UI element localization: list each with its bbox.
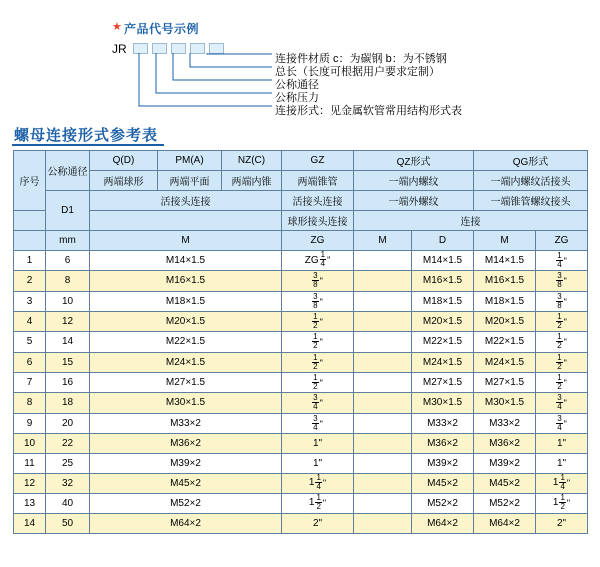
cell-qd: M14×1.5	[90, 251, 282, 271]
th-type-qz: 一端内螺纹	[354, 171, 474, 191]
cell-index: 7	[14, 372, 46, 392]
table-row	[14, 433, 588, 453]
th-group-qz: QZ形式	[354, 151, 474, 171]
cell-dn: 25	[46, 453, 90, 473]
table-row	[14, 372, 588, 392]
header-row-subconn	[14, 211, 588, 231]
cell-gz: 1 $\frac{1}{4}$ "	[282, 473, 354, 493]
cell-qd: M52×2	[90, 493, 282, 513]
th-unit-mm: mm	[46, 231, 90, 251]
cell-qg-m: M20×1.5	[474, 311, 536, 331]
nut-connection-table-wrapper	[13, 150, 587, 534]
header-row-types	[14, 171, 588, 191]
product-code-diagram	[0, 0, 600, 118]
star-icon: ★	[112, 21, 122, 33]
cell-dn: 50	[46, 513, 90, 533]
legend-nominal-diameter: 公称通径	[275, 79, 319, 91]
cell-qz-d: M14×1.5	[412, 251, 474, 271]
cell-gz: 1 $\frac{1}{2}$ "	[282, 493, 354, 513]
cell-qg-m: M14×1.5	[474, 251, 536, 271]
cell-qd: M64×2	[90, 513, 282, 533]
cell-gz: $\frac{1}{2}$ "	[282, 332, 354, 352]
cell-qd: M22×1.5	[90, 332, 282, 352]
th-spacer-left	[90, 211, 282, 231]
cell-qd: M39×2	[90, 453, 282, 473]
table-row	[14, 473, 588, 493]
cell-qg-zg: 1 $\frac{1}{4}$ "	[536, 473, 588, 493]
cell-dn: 40	[46, 493, 90, 513]
th-thread-qz-m: M	[354, 231, 412, 251]
cell-qg-zg: $\frac{3}{8}$ "	[536, 271, 588, 291]
th-index: 序号	[14, 151, 46, 211]
cell-qd: M30×1.5	[90, 393, 282, 413]
legend-nominal-pressure: 公称压力	[275, 92, 319, 104]
header-row-groups	[14, 151, 588, 171]
cell-qd: M33×2	[90, 413, 282, 433]
cell-index: 13	[14, 493, 46, 513]
th-group-nzc: NZ(C)	[222, 151, 282, 171]
cell-qd: M45×2	[90, 473, 282, 493]
cell-qg-m: M24×1.5	[474, 352, 536, 372]
table-row	[14, 311, 588, 331]
th-group-qd: Q(D)	[90, 151, 158, 171]
cell-qg-zg: $\frac{3}{4}$ "	[536, 413, 588, 433]
cell-gz: $\frac{3}{8}$ "	[282, 291, 354, 311]
cell-gz: $\frac{3}{4}$ "	[282, 413, 354, 433]
th-thread-zg: ZG	[282, 231, 354, 251]
cell-gz: 1"	[282, 453, 354, 473]
cell-qz-d: M22×1.5	[412, 332, 474, 352]
th-thread-qz-d: D	[412, 231, 474, 251]
cell-qd: M36×2	[90, 433, 282, 453]
legend-material: 连接件材质 c：为碳钢 b：为不锈钢	[275, 53, 447, 65]
cell-qz-d: M18×1.5	[412, 291, 474, 311]
cell-gz: 2"	[282, 513, 354, 533]
table-row	[14, 413, 588, 433]
cell-qz-m	[354, 332, 412, 352]
cell-qg-m: M36×2	[474, 433, 536, 453]
diagram-title: 产品代号示例	[124, 22, 200, 36]
cell-dn: 22	[46, 433, 90, 453]
cell-dn: 8	[46, 271, 90, 291]
cell-qd: M16×1.5	[90, 271, 282, 291]
cell-qg-m: M16×1.5	[474, 271, 536, 291]
cell-qd: M20×1.5	[90, 311, 282, 331]
table-row	[14, 493, 588, 513]
th-group-gz: GZ	[282, 151, 354, 171]
cell-qz-d: M24×1.5	[412, 352, 474, 372]
section-title-underline	[12, 144, 164, 146]
cell-index: 5	[14, 332, 46, 352]
cell-qg-zg: $\frac{3}{8}$ "	[536, 291, 588, 311]
cell-qz-d: M33×2	[412, 413, 474, 433]
cell-index: 14	[14, 513, 46, 533]
code-prefix: JR	[112, 42, 127, 56]
cell-qz-m	[354, 251, 412, 271]
cell-qg-m: M33×2	[474, 413, 536, 433]
cell-dn: 12	[46, 311, 90, 331]
cell-qg-zg: $\frac{1}{2}$ "	[536, 352, 588, 372]
cell-qz-d: M20×1.5	[412, 311, 474, 331]
th-type-qg: 一端内螺纹活接头	[474, 171, 588, 191]
cell-qd: M27×1.5	[90, 372, 282, 392]
cell-gz: $\frac{3}{4}$ "	[282, 393, 354, 413]
table-row	[14, 251, 588, 271]
cell-qz-d: M36×2	[412, 433, 474, 453]
cell-qz-m	[354, 413, 412, 433]
th-sub-connect: 连接	[354, 211, 588, 231]
cell-gz: $\frac{1}{2}$ "	[282, 372, 354, 392]
th-type-nzc: 两端内锥	[222, 171, 282, 191]
cell-dn: 15	[46, 352, 90, 372]
cell-qz-m	[354, 291, 412, 311]
th-conn-outer-thread: 一端外螺纹	[354, 191, 474, 211]
cell-qz-m	[354, 393, 412, 413]
legend-connection-type: 连接形式：见金属软管常用结构形式表	[275, 105, 462, 117]
cell-index: 3	[14, 291, 46, 311]
table-row	[14, 332, 588, 352]
cell-qg-zg: $\frac{1}{2}$ "	[536, 372, 588, 392]
cell-qz-d: M16×1.5	[412, 271, 474, 291]
cell-qz-d: M30×1.5	[412, 393, 474, 413]
cell-index: 1	[14, 251, 46, 271]
table-row	[14, 291, 588, 311]
cell-index: 8	[14, 393, 46, 413]
th-sub-ball: 球形接头连接	[282, 211, 354, 231]
th-type-pma: 两端平面	[158, 171, 222, 191]
cell-qz-m	[354, 271, 412, 291]
cell-qg-zg: 1"	[536, 433, 588, 453]
cell-index: 6	[14, 352, 46, 372]
cell-qg-zg: 2"	[536, 513, 588, 533]
table-row	[14, 393, 588, 413]
cell-qg-zg: $\frac{3}{4}$ "	[536, 393, 588, 413]
table-row	[14, 513, 588, 533]
cell-qz-m	[354, 453, 412, 473]
cell-qd: M24×1.5	[90, 352, 282, 372]
cell-index: 9	[14, 413, 46, 433]
cell-dn: 6	[46, 251, 90, 271]
th-group-pma: PM(A)	[158, 151, 222, 171]
cell-qz-d: M45×2	[412, 473, 474, 493]
legend-length: 总长（长度可根据用户要求定制）	[275, 66, 440, 78]
cell-index: 12	[14, 473, 46, 493]
cell-qg-m: M39×2	[474, 453, 536, 473]
th-conn-union2: 活接头连接	[282, 191, 354, 211]
cell-gz: $\frac{1}{2}$ "	[282, 352, 354, 372]
section-title: 螺母连接形式参考表	[14, 127, 159, 144]
cell-gz: 1"	[282, 433, 354, 453]
cell-gz: ZG $\frac{1}{4}$ "	[282, 251, 354, 271]
th-type-qd: 两端球形	[90, 171, 158, 191]
cell-qg-m: M30×1.5	[474, 393, 536, 413]
th-unit-index	[14, 231, 46, 251]
th-d1: D1	[46, 191, 90, 231]
th-thread-m: M	[90, 231, 282, 251]
cell-qz-d: M52×2	[412, 493, 474, 513]
cell-qz-m	[354, 493, 412, 513]
cell-qg-m: M52×2	[474, 493, 536, 513]
cell-qg-zg: $\frac{1}{4}$ "	[536, 251, 588, 271]
cell-qz-m	[354, 311, 412, 331]
cell-qg-m: M22×1.5	[474, 332, 536, 352]
cell-qg-m: M45×2	[474, 473, 536, 493]
cell-qz-m	[354, 352, 412, 372]
cell-qg-zg: 1"	[536, 453, 588, 473]
table-row	[14, 352, 588, 372]
cell-qg-m: M18×1.5	[474, 291, 536, 311]
th-conn-union: 活接头连接	[90, 191, 282, 211]
cell-dn: 32	[46, 473, 90, 493]
cell-qg-m: M64×2	[474, 513, 536, 533]
th-group-qg: QG形式	[474, 151, 588, 171]
th-type-gz: 两端锥管	[282, 171, 354, 191]
header-row-conn	[14, 191, 588, 211]
cell-qz-m	[354, 433, 412, 453]
cell-qg-zg: $\frac{1}{2}$ "	[536, 311, 588, 331]
table-row	[14, 453, 588, 473]
cell-qz-m	[354, 473, 412, 493]
th-thread-qg-zg: ZG	[536, 231, 588, 251]
cell-qg-zg: $\frac{1}{2}$ "	[536, 332, 588, 352]
cell-gz: $\frac{1}{2}$ "	[282, 311, 354, 331]
cell-qg-zg: 1 $\frac{1}{2}$ "	[536, 493, 588, 513]
table-body	[14, 251, 588, 534]
cell-qg-m: M27×1.5	[474, 372, 536, 392]
table-head	[14, 151, 588, 251]
nut-connection-table	[13, 150, 588, 534]
cell-qz-m	[354, 372, 412, 392]
cell-dn: 16	[46, 372, 90, 392]
th-thread-qg-m: M	[474, 231, 536, 251]
th-spacer-index	[14, 211, 46, 231]
cell-gz: $\frac{3}{8}$ "	[282, 271, 354, 291]
cell-index: 4	[14, 311, 46, 331]
th-dn: 公称通径	[46, 151, 90, 191]
cell-qz-d: M27×1.5	[412, 372, 474, 392]
cell-dn: 18	[46, 393, 90, 413]
cell-index: 11	[14, 453, 46, 473]
cell-index: 10	[14, 433, 46, 453]
th-conn-taper-pipe: 一端锥管螺纹接头	[474, 191, 588, 211]
cell-dn: 14	[46, 332, 90, 352]
cell-qz-d: M39×2	[412, 453, 474, 473]
header-row-units	[14, 231, 588, 251]
table-row	[14, 271, 588, 291]
cell-qz-d: M64×2	[412, 513, 474, 533]
cell-dn: 10	[46, 291, 90, 311]
cell-qz-m	[354, 513, 412, 533]
cell-index: 2	[14, 271, 46, 291]
cell-qd: M18×1.5	[90, 291, 282, 311]
cell-dn: 20	[46, 413, 90, 433]
